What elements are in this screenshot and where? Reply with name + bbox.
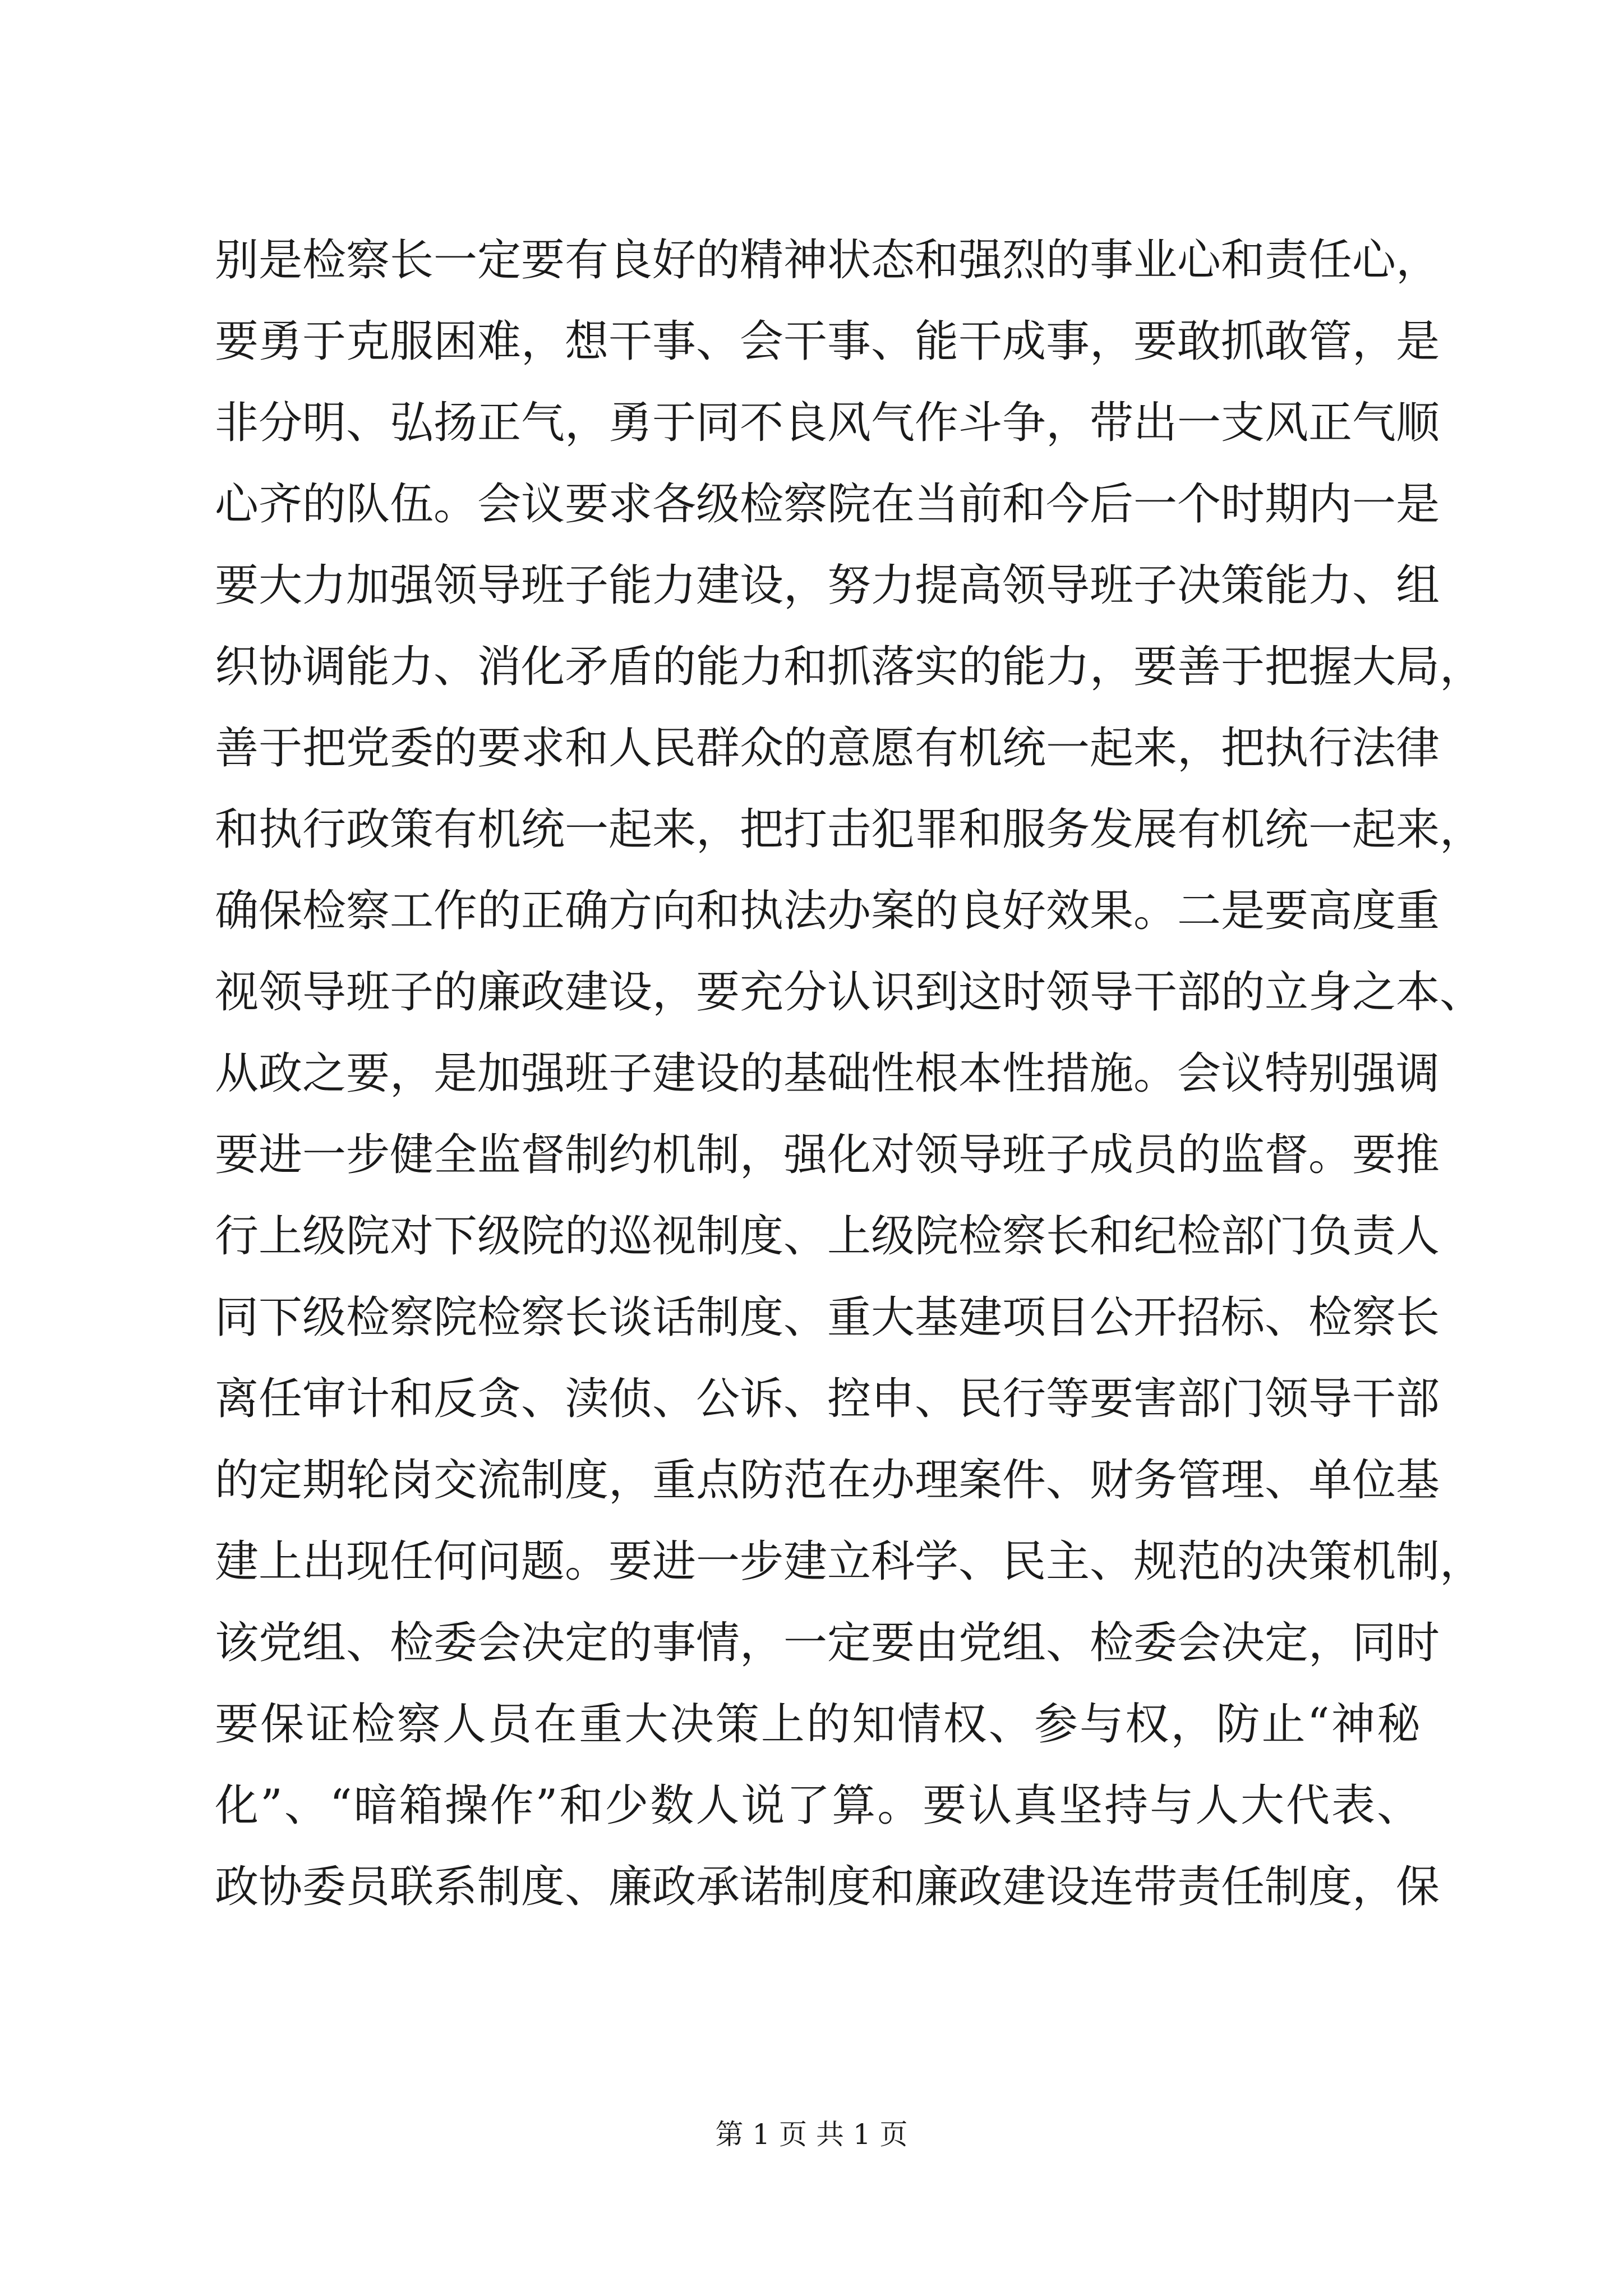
- text-line: 非分明、弘扬正气，勇于同不良风气作斗争，带出一支风正气顺: [215, 398, 1440, 448]
- text-line: 确保检察工作的正确方向和执法办案的良好效果。二是要高度重: [215, 886, 1440, 936]
- page-number-label: 第 1 页 共 1 页: [715, 2118, 908, 2151]
- body-text: [215, 220, 1484, 1928]
- text-line: 离任审计和反贪、渎侦、公诉、控申、民行等要害部门领导干部: [215, 1374, 1440, 1424]
- text-line: 从政之要，是加强班子建设的基础性根本性措施。会议特别强调: [215, 1048, 1440, 1099]
- page-footer: [0, 2115, 1623, 2154]
- text-line: 视领导班子的廉政建设，要充分认识到这时领导干部的立身之本、: [215, 967, 1484, 1018]
- text-line: 善于把党委的要求和人民群众的意愿有机统一起来，把执行法律: [215, 723, 1440, 774]
- text-line: 化”、“暗箱操作”和少数人说了算。要认真坚持与人大代表、: [215, 1780, 1421, 1831]
- text-line: 别是检察长一定要有良好的精神状态和强烈的事业心和责任心，: [215, 235, 1440, 286]
- text-line: 同下级检察院检察长谈话制度、重大基建项目公开招标、检察长: [215, 1292, 1440, 1343]
- text-line: 要进一步健全监督制约机制，强化对领导班子成员的监督。要推: [215, 1130, 1440, 1180]
- text-line: 和执行政策有机统一起来，把打击犯罪和服务发展有机统一起来，: [215, 804, 1484, 855]
- text-line: 建上出现任何问题。要进一步建立科学、民主、规范的决策机制，: [215, 1536, 1484, 1587]
- text-line: 政协委员联系制度、廉政承诺制度和廉政建设连带责任制度，保: [215, 1862, 1440, 1912]
- text-line: 要勇于克服困难，想干事、会干事、能干成事，要敢抓敢管，是: [215, 316, 1440, 367]
- text-line: 心齐的队伍。会议要求各级检察院在当前和今后一个时期内一是: [215, 479, 1440, 530]
- text-line: 的定期轮岗交流制度，重点防范在办理案件、财务管理、单位基: [215, 1455, 1440, 1506]
- text-line: 要大力加强领导班子能力建设，努力提高领导班子决策能力、组: [215, 560, 1440, 611]
- text-line: 要保证检察人员在重大决策上的知情权、参与权，防止“神秘: [215, 1699, 1421, 1750]
- text-line: 行上级院对下级院的巡视制度、上级院检察长和纪检部门负责人: [215, 1211, 1440, 1262]
- text-line: 织协调能力、消化矛盾的能力和抓落实的能力，要善于把握大局，: [215, 642, 1484, 692]
- text-line: 该党组、检委会决定的事情，一定要由党组、检委会决定，同时: [215, 1618, 1440, 1668]
